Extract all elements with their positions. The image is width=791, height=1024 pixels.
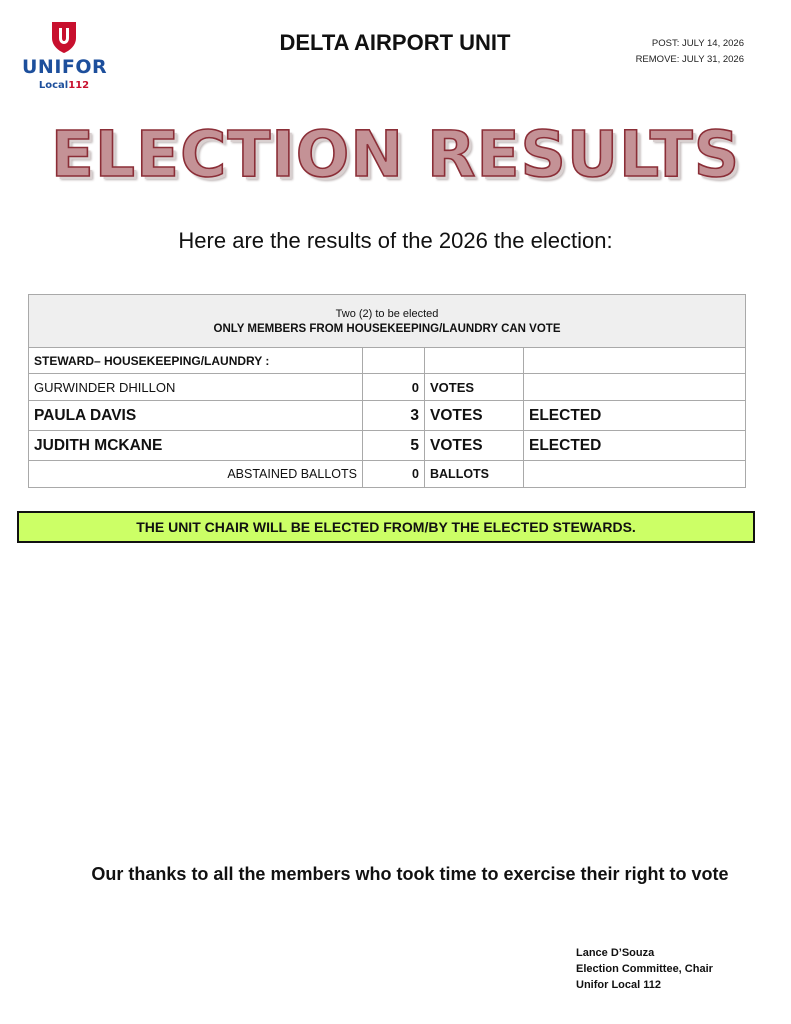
elected-count-note: Two (2) to be elected	[335, 307, 439, 320]
candidate-status: ELECTED	[524, 431, 746, 461]
abstained-row	[29, 461, 746, 488]
table-row	[29, 431, 746, 461]
eligibility-note: ONLY MEMBERS FROM HOUSEKEEPING/LAUNDRY CAN VOTE	[213, 322, 561, 335]
results-table	[28, 294, 746, 488]
thanks-message: Our thanks to all the members who took time to exercise their right to vote	[91, 864, 729, 884]
unifor-logo	[22, 20, 106, 96]
intro-text: Here are the results of the 2026 the election:	[178, 228, 613, 253]
candidate-name: GURWINDER DHILLON	[29, 374, 363, 401]
logo-local-number: 112	[68, 80, 90, 91]
section-row	[29, 348, 746, 374]
vote-count: 3	[363, 401, 425, 431]
candidate-name: JUDITH MCKANE	[29, 431, 363, 461]
vote-unit: VOTES	[425, 431, 524, 461]
unit-title: DELTA AIRPORT UNIT	[279, 30, 511, 55]
candidate-status	[524, 374, 746, 401]
remove-date: REMOVE: JULY 31, 2026	[635, 54, 744, 65]
vote-count: 0	[363, 374, 425, 401]
signer-title: Election Committee, Chair	[576, 963, 713, 975]
signer-name: Lance D’Souza	[576, 947, 655, 959]
logo-wordmark: UNIFOR	[22, 56, 108, 78]
table-header-cell	[29, 295, 746, 348]
unifor-shield-icon	[50, 20, 78, 54]
vote-unit: VOTES	[425, 374, 524, 401]
section-label: STEWARD– HOUSEKEEPING/LAUNDRY :	[29, 348, 363, 374]
empty-cell	[425, 348, 524, 374]
election-results-banner: ELECTION RESULTS	[50, 118, 741, 191]
table-row	[29, 374, 746, 401]
abstained-count: 0	[363, 461, 425, 488]
vote-count: 5	[363, 431, 425, 461]
logo-local-word: Local	[38, 80, 69, 91]
empty-cell	[524, 348, 746, 374]
signer-org: Unifor Local 112	[576, 979, 661, 991]
table-row	[29, 401, 746, 431]
signature-block	[576, 945, 713, 993]
empty-cell	[524, 461, 746, 488]
empty-cell	[363, 348, 425, 374]
abstained-unit: BALLOTS	[425, 461, 524, 488]
vote-unit: VOTES	[425, 401, 524, 431]
post-date: POST: JULY 14, 2026	[651, 38, 744, 49]
candidate-name: PAULA DAVIS	[29, 401, 363, 431]
table-header-row	[29, 295, 746, 348]
logo-local	[22, 80, 106, 91]
abstained-label: ABSTAINED BALLOTS	[29, 461, 363, 488]
chair-note-box: THE UNIT CHAIR WILL BE ELECTED FROM/BY THE ELECTED STEWARDS.	[17, 511, 755, 543]
candidate-status: ELECTED	[524, 401, 746, 431]
